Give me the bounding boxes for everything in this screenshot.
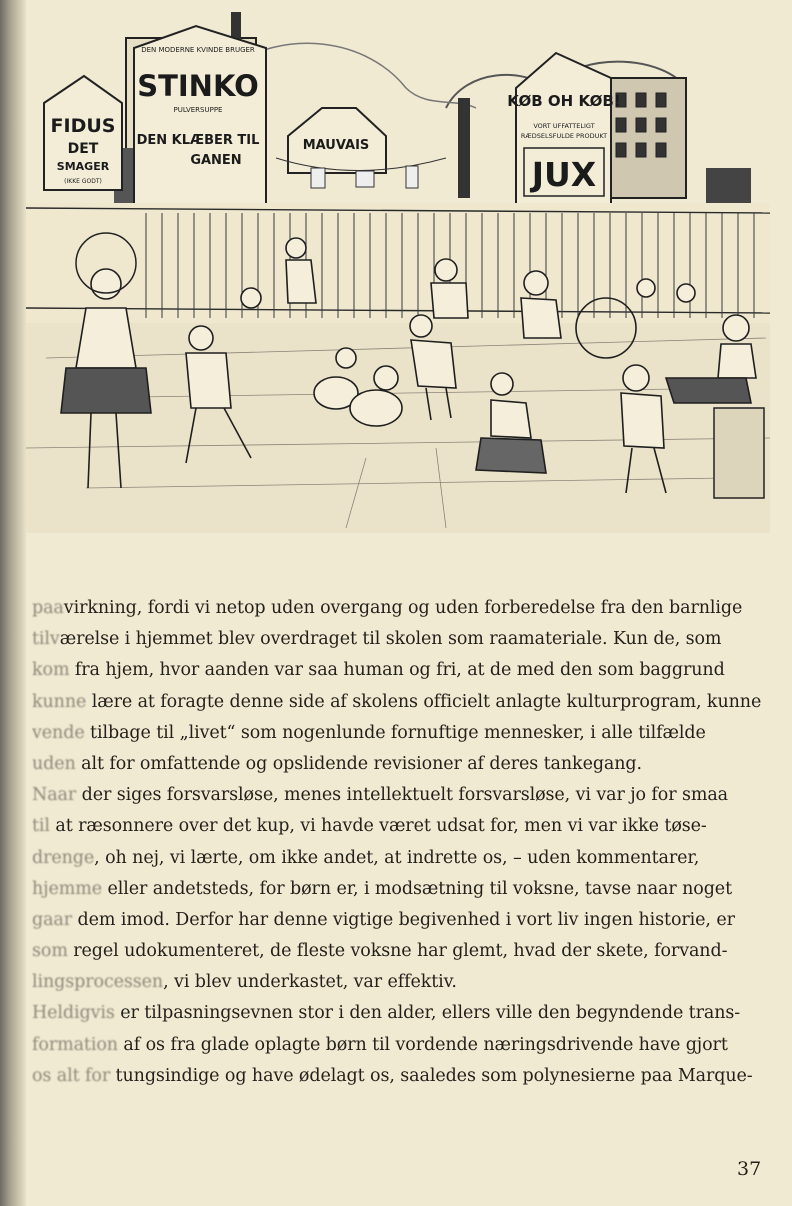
text-line-faded-start: til xyxy=(32,816,50,837)
stinko-line2: GANEN xyxy=(190,153,242,168)
text-line-faded-start: som xyxy=(32,941,68,962)
kob-line1: VORT UFFATTELIGT xyxy=(533,122,595,130)
text-line-faded-start: formation xyxy=(32,1034,118,1055)
text-line xyxy=(32,905,784,936)
text-line-rest: tilbage til „livet“ som nogenlunde fornuftige mennesker, i alle tilfælde xyxy=(84,722,706,743)
text-line-rest: at ræsonnere over det kup, vi havde været udsat for, men vi var ikke tøse- xyxy=(49,816,707,837)
text-line-rest: virkning, fordi vi netop uden overgang og uden forberedelse fra den barnlige xyxy=(63,598,743,618)
text-line xyxy=(32,1061,784,1092)
text-line-rest: er tilpasningsevnen stor i den alder, ellers ville den begyndende trans- xyxy=(114,1003,741,1024)
text-line xyxy=(32,749,784,780)
text-line xyxy=(32,811,784,842)
jux-text: JUX xyxy=(531,155,597,194)
text-line-faded-start: vende xyxy=(32,722,85,743)
text-line-rest: , oh nej, vi lærte, om ikke andet, at indrette os, – uden kommentarer, xyxy=(94,847,700,868)
text-line xyxy=(32,624,784,655)
text-line xyxy=(32,843,784,874)
text-line-faded-start: uden xyxy=(32,753,76,774)
book-gutter-shadow xyxy=(0,0,26,1206)
fidus-sub2: SMAGER xyxy=(56,160,110,173)
body-text xyxy=(32,593,784,1092)
page-number: 37 xyxy=(737,1158,762,1180)
text-line-faded-start: hjemme xyxy=(32,878,102,899)
text-line xyxy=(32,967,784,998)
text-line-faded-start: kunne xyxy=(32,691,87,712)
fidus-sign xyxy=(44,76,122,190)
text-line-rest: alt for omfattende og opslidende revisioner af deres tankegang. xyxy=(75,753,642,774)
text-line-rest: dem imod. Derfor har denne vigtige begivenhed i vort liv ingen historie, er xyxy=(72,909,735,930)
stinko-title: STINKO xyxy=(137,69,259,103)
text-line xyxy=(32,998,784,1029)
text-line-rest: fra hjem, hvor aanden var saa human og fri, at de med den som baggrund xyxy=(69,660,725,681)
text-line-faded-start: Naar xyxy=(32,785,77,806)
stinko-sub: PULVERSUPPE xyxy=(173,106,223,114)
text-line xyxy=(32,718,784,749)
text-line-faded-start: Heldigvis xyxy=(32,1003,115,1024)
text-line-faded-start: os alt for xyxy=(32,1065,111,1086)
fidus-sub1: DET xyxy=(67,141,99,157)
text-line xyxy=(32,655,784,686)
mauvais-text: MAUVAIS xyxy=(302,138,370,153)
text-line xyxy=(32,780,784,811)
text-line-faded-start: gaar xyxy=(32,909,73,930)
text-line-rest: der siges forsvarsløse, menes intellektuelt forsvarsløse, vi var jo for smaa xyxy=(76,785,729,806)
text-line-rest: regel udokumenteret, de fleste voksne har glemt, hvad der skete, forvand- xyxy=(67,941,728,962)
text-line-faded-start: lingsprocessen xyxy=(32,972,164,993)
text-line xyxy=(32,874,784,905)
text-line-faded-start: paa xyxy=(32,598,64,618)
fidus-title: FIDUS xyxy=(50,115,116,137)
text-line xyxy=(32,593,784,624)
illustration-svg xyxy=(26,8,770,536)
text-line-rest: af os fra glade oplagte børn til vordende næringsdrivende have gjort xyxy=(117,1034,728,1055)
text-line-faded-start: drenge xyxy=(32,847,95,868)
text-line-faded-start: kom xyxy=(32,660,70,681)
kob-line2: RÆDSELSFULDE PRODUKT xyxy=(520,132,608,140)
mauvais-sign xyxy=(288,108,386,173)
text-line-rest: eller andetsteds, for børn er, i modsætning til voksne, tavse naar noget xyxy=(102,878,732,899)
text-line xyxy=(32,1030,784,1061)
text-line-rest: tungsindige og have ødelagt os, saaledes som polynesierne paa Marque- xyxy=(110,1065,753,1086)
text-line-faded-start: tilv xyxy=(32,629,60,650)
schoolyard-illustration xyxy=(26,8,770,536)
text-line-rest: , vi blev underkastet, var effektiv. xyxy=(163,972,457,993)
text-line-rest: ærelse i hjemmet blev overdraget til skolen som raamateriale. Kun de, som xyxy=(59,629,722,650)
stinko-sign xyxy=(134,26,266,208)
text-line xyxy=(32,687,784,718)
text-line-rest: lære at foragte denne side af skolens officielt anlagte kulturprogram, kunne xyxy=(86,691,762,712)
stinko-top: DEN MODERNE KVINDE BRUGER xyxy=(141,46,255,54)
text-line xyxy=(32,936,784,967)
fidus-small: (IKKE GODT) xyxy=(64,178,102,185)
kob-title: KØB OH KØB! xyxy=(507,92,621,110)
stinko-line1: DEN KLÆBER TIL xyxy=(136,133,260,148)
